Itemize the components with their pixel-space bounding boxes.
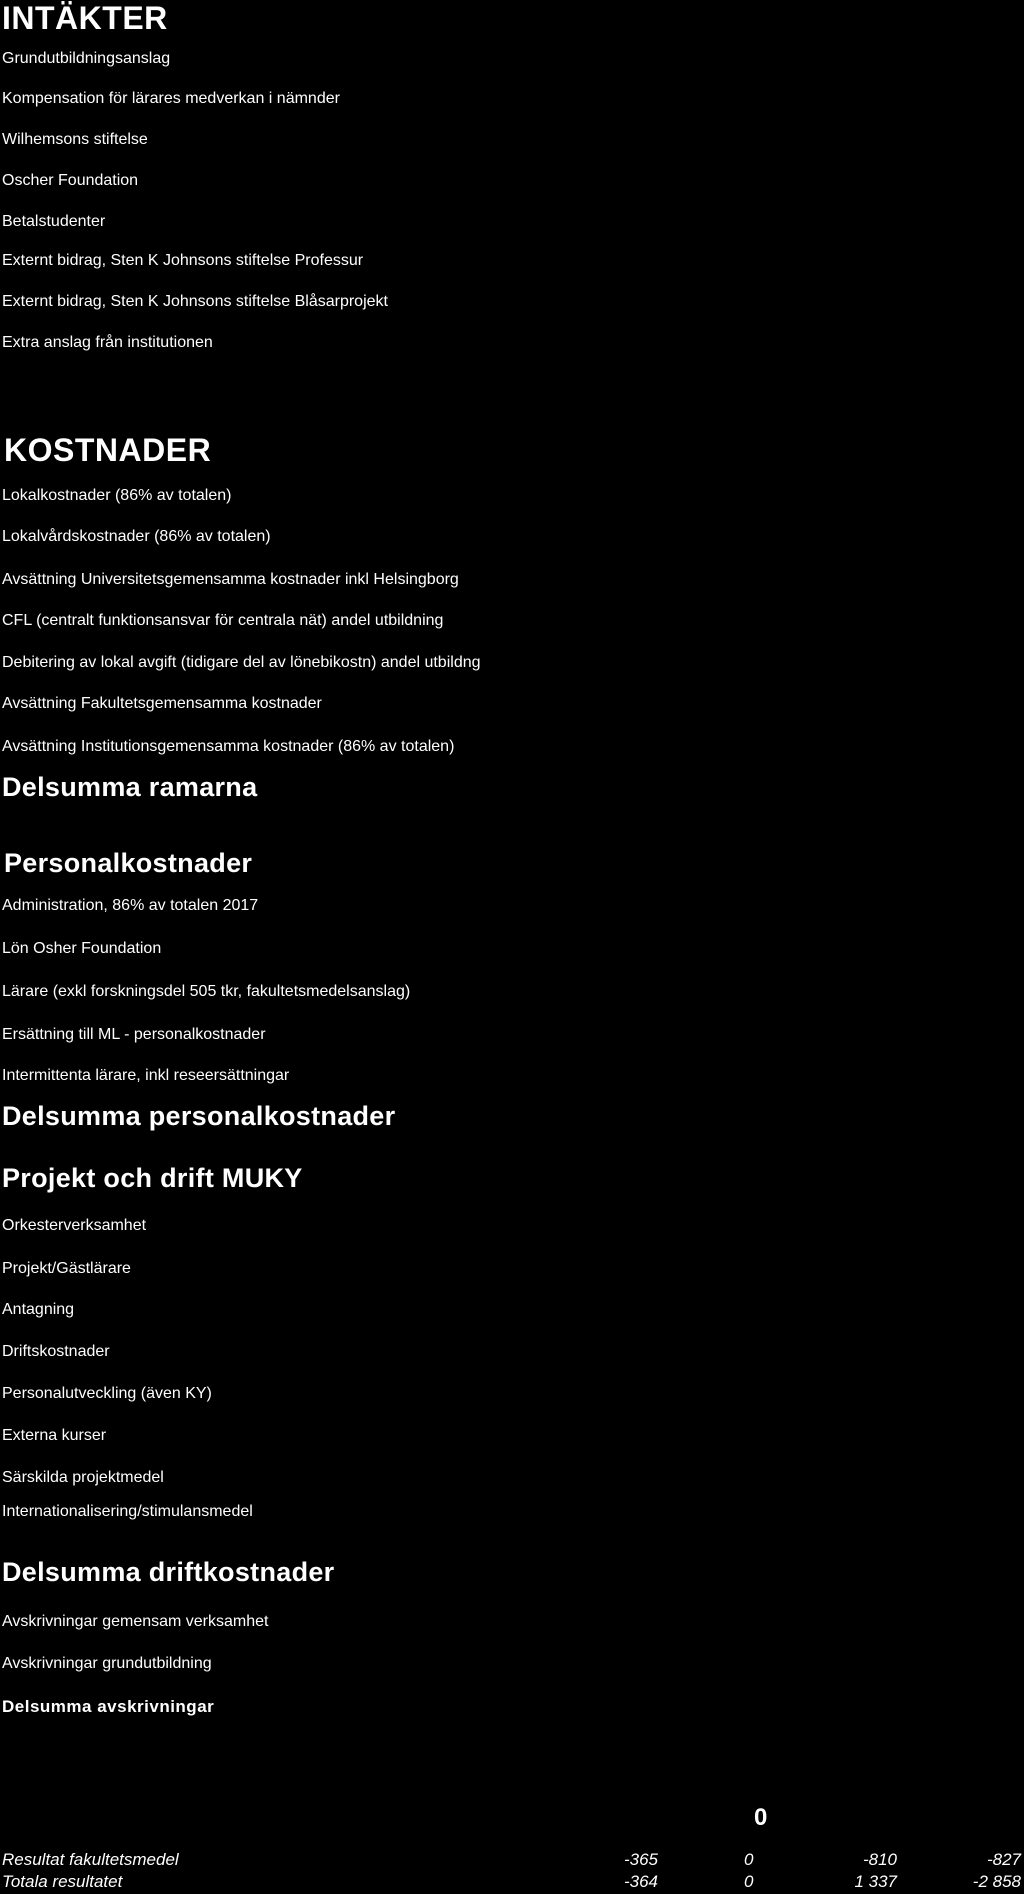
- delsumma-driftkostnader: Delsumma driftkostnader: [2, 1557, 335, 1587]
- kostnader-row: Debitering av lokal avgift (tidigare del av lönebikostn) andel utbildng: [2, 654, 481, 671]
- delsumma-avskrivningar: Delsumma avskrivningar: [2, 1697, 215, 1716]
- intakter-row: Betalstudenter: [2, 213, 106, 230]
- personal-row: Administration, 86% av totalen 2017: [2, 897, 259, 914]
- personal-row: Ersättning till ML - personalkostnader: [2, 1026, 266, 1043]
- projekt-row: Särskilda projektmedel: [2, 1469, 164, 1486]
- kostnader-row: Avsättning Universitetsgemensamma kostnader inkl Helsingborg: [2, 571, 459, 588]
- intakter-row: Extra anslag från institutionen: [2, 334, 213, 351]
- intakter-row: Externt bidrag, Sten K Johnsons stiftelse Professur: [2, 252, 364, 269]
- projekt-row: Driftskostnader: [2, 1343, 110, 1360]
- totala-resultatet-value: -2 858: [972, 1872, 1021, 1891]
- zero-column-header: 0: [754, 1804, 768, 1831]
- personal-row: Intermittenta lärare, inkl reseersättningar: [2, 1067, 290, 1084]
- projekt-heading: Projekt och drift MUKY: [2, 1163, 303, 1193]
- resultat-fakultetsmedel-label: Resultat fakultetsmedel: [2, 1850, 179, 1869]
- projekt-row: Orkesterverksamhet: [2, 1217, 147, 1234]
- kostnader-heading: KOSTNADER: [4, 432, 212, 468]
- kostnader-row: Avsättning Fakultetsgemensamma kostnader: [2, 695, 322, 712]
- totala-resultatet-value: -364: [623, 1872, 658, 1891]
- totala-resultatet-value: 0: [744, 1872, 754, 1891]
- totala-resultatet-label: Totala resultatet: [2, 1872, 123, 1891]
- avskrivning-row: Avskrivningar gemensam verksamhet: [2, 1613, 269, 1630]
- projekt-row: Internationalisering/stimulansmedel: [2, 1503, 253, 1520]
- projekt-row: Externa kurser: [2, 1427, 107, 1444]
- intakter-row: Oscher Foundation: [2, 172, 139, 189]
- intakter-row: Kompensation för lärares medverkan i nämnder: [2, 90, 340, 107]
- resultat-fakultetsmedel-value: -365: [623, 1850, 658, 1869]
- delsumma-personalkostnader: Delsumma personalkostnader: [2, 1101, 396, 1131]
- kostnader-row: Lokalvårdskostnader (86% av totalen): [2, 528, 271, 545]
- personal-row: Lärare (exkl forskningsdel 505 tkr, fakultetsmedelsanslag): [2, 983, 411, 1000]
- projekt-row: Projekt/Gästlärare: [2, 1260, 131, 1277]
- personal-row: Lön Osher Foundation: [2, 940, 162, 957]
- intakter-heading: INTÄKTER: [2, 0, 168, 36]
- resultat-fakultetsmedel-value: 0: [744, 1850, 754, 1869]
- kostnader-row: CFL (centralt funktionsansvar för centrala nät) andel utbildning: [2, 612, 444, 629]
- resultat-fakultetsmedel-value: -810: [862, 1850, 897, 1869]
- delsumma-ramarna: Delsumma ramarna: [2, 772, 258, 802]
- intakter-row: Externt bidrag, Sten K Johnsons stiftelse Blåsarprojekt: [2, 293, 388, 310]
- personalkostnader-heading: Personalkostnader: [4, 848, 253, 878]
- kostnader-row: Avsättning Institutionsgemensamma kostnader (86% av totalen): [2, 738, 455, 755]
- intakter-row: Wilhemsons stiftelse: [2, 131, 148, 148]
- projekt-row: Antagning: [2, 1301, 75, 1318]
- intakter-row: Grundutbildningsanslag: [2, 50, 171, 67]
- kostnader-row: Lokalkostnader (86% av totalen): [2, 487, 232, 504]
- avskrivning-row: Avskrivningar grundutbildning: [2, 1655, 212, 1672]
- projekt-row: Personalutveckling (även KY): [2, 1385, 212, 1402]
- totala-resultatet-value: 1 337: [854, 1872, 897, 1891]
- resultat-fakultetsmedel-value: -827: [986, 1850, 1021, 1869]
